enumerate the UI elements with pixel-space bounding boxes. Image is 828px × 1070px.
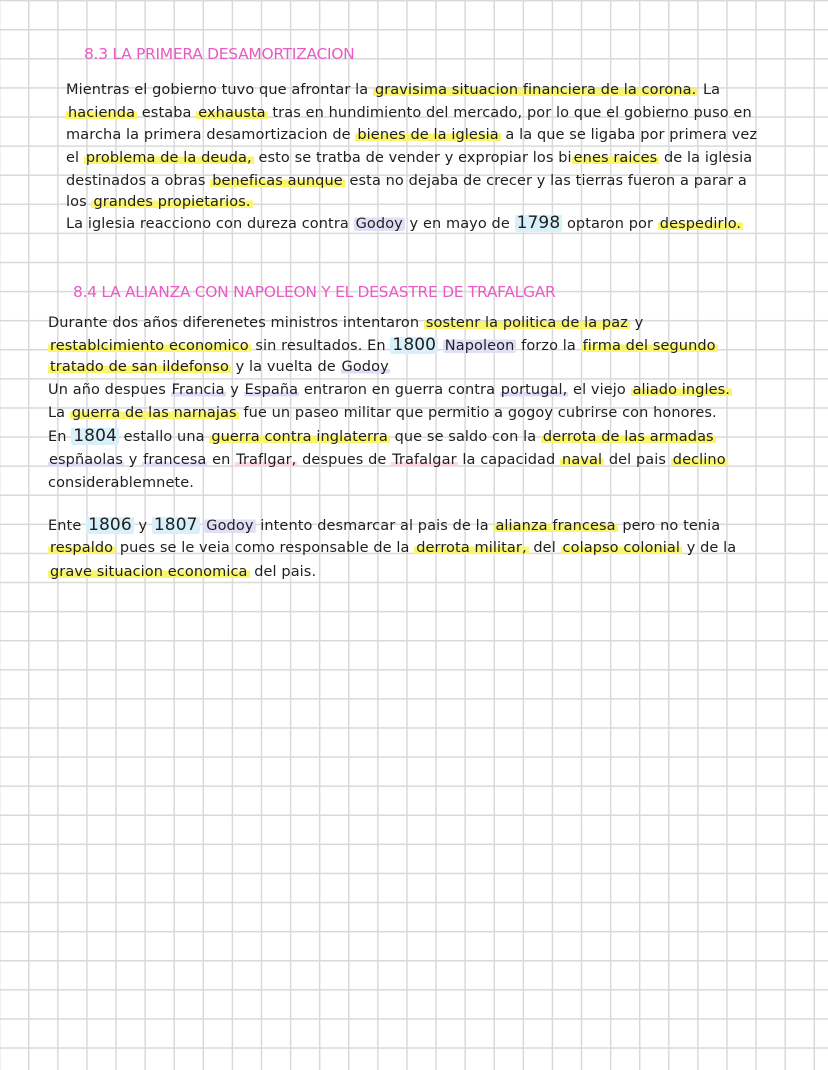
highlighted-text: respaldo xyxy=(50,540,114,556)
text-segment: pues se le veia como responsable de la xyxy=(115,540,415,556)
text-segment: Un año despues xyxy=(48,382,171,398)
highlighted-text: alianza francesa xyxy=(495,518,616,534)
text-line xyxy=(66,125,757,145)
highlighted-text: 1806 xyxy=(88,515,132,535)
text-line xyxy=(48,357,390,377)
section-heading-8-4: 8.4 LA ALIANZA CON NAPOLEON Y EL DESASTRE DE TRAFALGAR xyxy=(73,283,556,301)
text-line xyxy=(48,426,716,447)
highlighted-text: derrota militar, xyxy=(416,540,527,556)
highlighted-text: despedirlo. xyxy=(659,216,742,232)
text-segment: la capacidad xyxy=(457,452,561,468)
highlighted-text: colapso colonial xyxy=(562,540,681,556)
highlighted-text: beneficas aunque xyxy=(212,173,343,189)
highlighted-text: declino xyxy=(672,452,726,468)
text-segment: En xyxy=(48,429,72,445)
text-segment: Mientras el gobierno tuvo que afrontar la xyxy=(66,82,373,98)
highlighted-text: restablcimiento economico xyxy=(50,338,249,354)
text-line xyxy=(48,335,718,356)
text-line xyxy=(48,538,736,558)
text-segment: a la que se ligaba por primera vez xyxy=(500,127,758,143)
highlighted-text: espñaolas xyxy=(49,452,123,468)
text-segment: entraron en guerra contra xyxy=(299,382,500,398)
text-segment: en xyxy=(207,452,236,468)
highlighted-text: firma del segundo xyxy=(582,338,716,354)
text-line xyxy=(66,213,743,234)
text-segment: pero no tenia xyxy=(617,518,721,534)
text-segment: del pais xyxy=(604,452,671,468)
text-segment: y xyxy=(133,518,152,534)
highlighted-text: Godoy xyxy=(206,518,254,534)
highlighted-text: francesa xyxy=(143,452,207,468)
highlighted-text: 1804 xyxy=(73,426,117,446)
highlighted-text: tratado de san ildefonso xyxy=(50,359,229,375)
text-segment: Ente xyxy=(48,518,87,534)
text-segment: y la vuelta de xyxy=(230,359,341,375)
highlighted-text: guerra de las narnajas xyxy=(71,405,237,421)
highlighted-text: portugal, xyxy=(500,382,568,398)
text-segment: intento desmarcar al pais de la xyxy=(255,518,494,534)
text-line xyxy=(48,380,732,400)
text-segment: La xyxy=(48,405,70,421)
text-segment: estallo una xyxy=(118,429,210,445)
text-segment: del xyxy=(528,540,561,556)
highlighted-text: naval xyxy=(562,452,603,468)
text-segment: marcha la primera desamortizacion de xyxy=(66,127,356,143)
text-segment: esta no dejaba de crecer y las tierras fueron a parar a xyxy=(344,173,747,189)
text-segment: y xyxy=(629,315,644,331)
text-segment: La xyxy=(698,82,721,98)
text-segment: despues de xyxy=(297,452,392,468)
text-segment: que se saldo con la xyxy=(389,429,541,445)
highlighted-text: Napoleon xyxy=(444,338,515,354)
text-line xyxy=(66,80,720,100)
section-heading-8-3: 8.3 LA PRIMERA DESAMORTIZACION xyxy=(84,45,355,63)
highlighted-text: enes raices xyxy=(573,150,658,166)
highlighted-text: grandes propietarios. xyxy=(93,194,251,210)
highlighted-text: 1807 xyxy=(153,515,198,535)
text-line xyxy=(66,148,752,168)
highlighted-text: sostenr la politica de la paz xyxy=(425,315,628,331)
highlighted-text: aliado ingles. xyxy=(632,382,731,398)
highlighted-text: grave situacion economica xyxy=(50,564,248,580)
highlighted-text: España xyxy=(244,382,299,398)
highlighted-text: guerra contra inglaterra xyxy=(211,429,388,445)
text-segment: destinados a obras xyxy=(66,173,211,189)
text-segment: y xyxy=(124,452,143,468)
text-segment: Durante dos años diferenetes ministros intentaron xyxy=(48,315,424,331)
text-segment: y en mayo de xyxy=(404,216,515,232)
text-segment: el viejo xyxy=(568,382,631,398)
text-segment: el xyxy=(66,150,84,166)
text-segment: fue un paseo militar que permitio a gogoy cubrirse con honores. xyxy=(238,405,717,421)
text-segment: tras en hundimiento del mercado, por lo que el gobierno puso en xyxy=(267,105,752,121)
highlighted-text: Francia xyxy=(171,382,225,398)
text-line xyxy=(48,473,194,493)
text-line xyxy=(48,515,720,536)
text-line xyxy=(48,450,728,470)
highlighted-text: 1800 xyxy=(392,335,437,355)
text-line xyxy=(48,562,316,582)
text-segment: sin resultados. En xyxy=(250,338,391,354)
highlighted-text: Traflgar, xyxy=(236,452,297,468)
highlighted-text: derrota de las armadas xyxy=(542,429,714,445)
text-line xyxy=(66,103,752,123)
highlighted-text: hacienda xyxy=(68,105,136,121)
text-segment: optaron por xyxy=(562,216,658,232)
text-segment: y de la xyxy=(682,540,737,556)
highlighted-text: exhausta xyxy=(198,105,266,121)
text-line xyxy=(48,403,717,423)
highlighted-text: problema de la deuda, xyxy=(85,150,252,166)
text-line xyxy=(66,192,253,212)
text-segment: esto se tratba de vender y expropiar los bi xyxy=(253,150,572,166)
highlighted-text: gravisima situacion financiera de la corona. xyxy=(374,82,697,98)
text-segment: La iglesia reacciono con dureza contra xyxy=(66,216,354,232)
highlighted-text: Godoy xyxy=(341,359,389,375)
text-segment: de la iglesia xyxy=(659,150,753,166)
text-segment: y xyxy=(225,382,244,398)
highlighted-text: Godoy xyxy=(355,216,403,232)
highlighted-text: 1798 xyxy=(516,213,561,233)
text-line xyxy=(66,171,747,191)
text-segment: los xyxy=(66,194,92,210)
text-segment: considerablemnete. xyxy=(48,475,194,491)
text-segment: forzo la xyxy=(516,338,581,354)
highlighted-text: bienes de la iglesia xyxy=(357,127,499,143)
text-segment: del pais. xyxy=(249,564,317,580)
highlighted-text: Trafalgar xyxy=(392,452,457,468)
text-line xyxy=(48,313,643,333)
text-segment: estaba xyxy=(137,105,197,121)
